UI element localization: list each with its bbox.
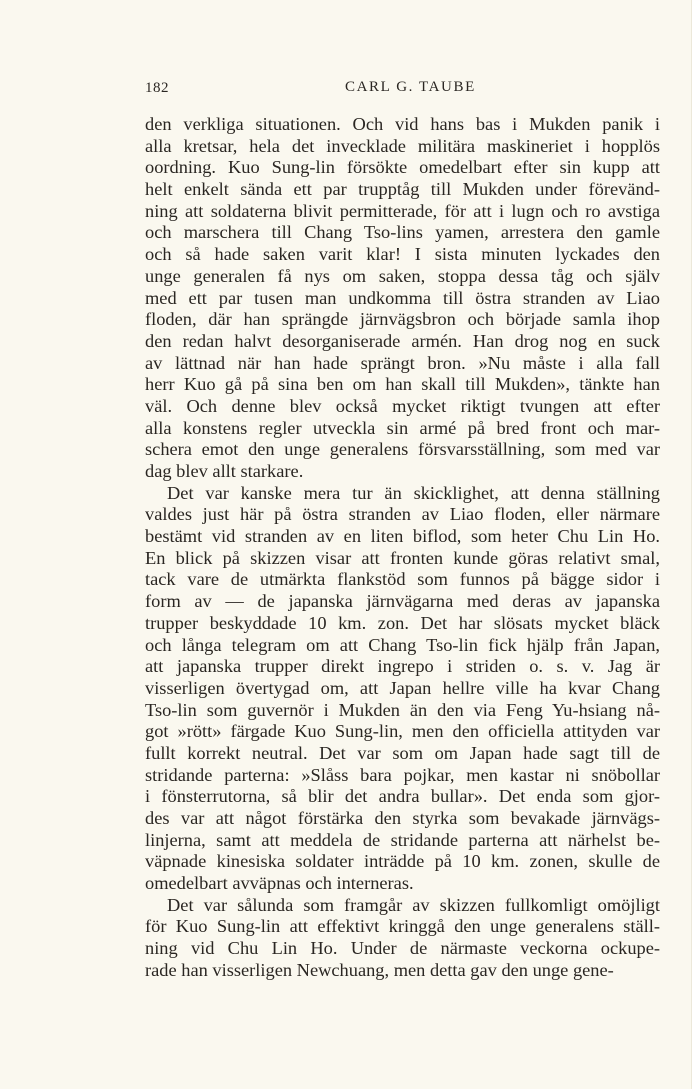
text-line: ning vid Chu Lin Ho. Under de närmaste veckorna ockupe-: [145, 938, 660, 959]
text-line: väl. Och denne blev också mycket riktigt tvungen att efter: [145, 395, 660, 416]
text-line: helt enkelt sända ett par trupptåg till Mukden under förevänd-: [145, 179, 660, 200]
text-line: Tso-lin som guvernör i Mukden än den via Feng Yu-hsiang nå-: [145, 699, 660, 720]
text-line: stridande parterna: »Slåss bara pojkar, men kastar ni snöbollar: [145, 764, 660, 785]
body-text: [145, 114, 660, 982]
page-number: 182: [145, 80, 169, 96]
text-line: linjerna, samt att meddela de stridande parterna att närhelst be-: [145, 829, 660, 850]
text-line: rade han visserligen Newchuang, men detta gav den unge gene-: [145, 959, 614, 980]
text-line: omedelbart avväpnas och interneras.: [145, 873, 414, 894]
text-line: att japanska trupper direkt ingrepo i striden o. s. v. Jag är: [145, 656, 660, 677]
text-line: tack vare de utmärkta flankstöd som funnos på bägge sidor i: [145, 569, 660, 590]
text-line: fullt korrekt neutral. Det var som om Japan hade sagt till de: [145, 742, 660, 763]
text-line: av lättnad när han hade sprängt bron. »Nu måste i alla fall: [145, 352, 660, 373]
paragraph: [145, 114, 660, 483]
text-line: alla konstens regler utveckla sin armé på bred front och mar-: [145, 417, 660, 438]
text-line: för Kuo Sung-lin att effektivt kringgå den unge generalens ställ-: [145, 916, 660, 937]
text-line: i fönsterrutorna, så blir det andra bullar». Det enda som gjor-: [145, 786, 660, 807]
text-line: och marschera till Chang Tso-lins yamen, arrestera den gamle: [145, 222, 660, 243]
text-line: alla kretsar, hela det invecklade militära maskineriet i hopplös: [145, 135, 660, 156]
text-line: herr Kuo gå på sina ben om han skall till Mukden», tänkte han: [145, 374, 660, 395]
text-line: väpnade kinesiska soldater inträdde på 10 km. zonen, skulle de: [145, 851, 660, 872]
text-line: En blick på skizzen visar att fronten kunde göras relativt smal,: [145, 547, 660, 568]
paragraph: [145, 483, 660, 895]
text-line: ning att soldaterna blivit permitterade, för att i lugn och ro avstiga: [145, 200, 660, 221]
text-line: bestämt vid stranden av en liten biflod, som heter Chu Lin Ho.: [145, 526, 660, 547]
text-line: oordning. Kuo Sung-lin försökte omedelbart efter sin kupp att: [145, 157, 660, 178]
running-head: CARL G. TAUBE: [345, 79, 476, 95]
text-line: des var att något förstärka den styrka som bevakade järnvägs-: [145, 808, 660, 828]
text-line: schera emot den unge generalens försvarsställning, som med var: [145, 439, 660, 460]
text-line: trupper beskyddade 10 km. zon. Det har slösats mycket bläck: [145, 612, 660, 633]
text-line: visserligen övertygad om, att Japan hellre ville ha kvar Chang: [145, 677, 660, 698]
paragraph: [145, 895, 660, 982]
text-line: och så hade saken varit klar! I sista minuten lyckades den: [145, 244, 660, 265]
text-line: form av — de japanska järnvägarna med deras av japanska: [145, 591, 660, 612]
text-line: den redan halvt desorganiserade armén. Han drog nog en suck: [145, 330, 660, 351]
text-line: valdes just här på östra stranden av Liao floden, eller närmare: [145, 504, 660, 525]
text-line: unge generalen få nys om saken, stoppa dessa tåg och själv: [145, 265, 660, 286]
text-line: med ett par tusen man undkomma till östra stranden av Liao: [145, 287, 660, 308]
text-line: floden, där han sprängde järnvägsbron och började samla ihop: [145, 309, 660, 330]
text-line: got »rött» färgade Kuo Sung-lin, men den officiella attityden var: [145, 721, 660, 742]
page-header: [145, 78, 660, 102]
text-line: och långa telegram om att Chang Tso-lin fick hjälp från Japan,: [145, 634, 660, 655]
text-line: Det var kanske mera tur än skicklighet, att denna ställning: [167, 482, 660, 503]
text-line: den verkliga situationen. Och vid hans bas i Mukden panik i: [145, 114, 660, 134]
text-line: dag blev allt starkare.: [145, 461, 304, 481]
text-line: Det var sålunda som framgår av skizzen fullkomligt omöjligt: [167, 894, 660, 915]
